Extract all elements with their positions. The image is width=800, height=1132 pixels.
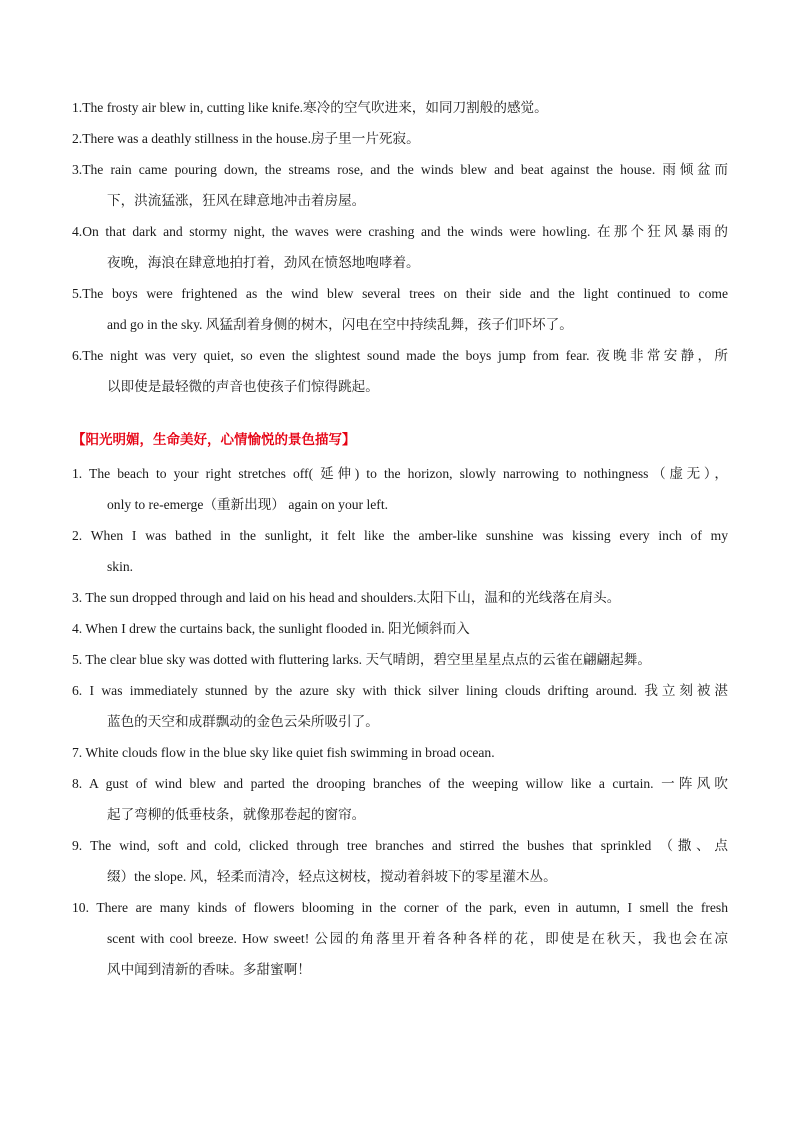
sentence-continuation-line: 缀）the slope. 风，轻柔而清冷，轻点这树枝，搅动着斜坡下的零星灌木丛。 [107,869,557,884]
sentence-item [72,830,728,892]
sentence-line: 4.On that dark and stormy night, the waves were crashing and the winds were howling. 在那个狂风暴雨的 [72,224,728,239]
sentence-line: 10. There are many kinds of flowers blooming in the corner of the park, even in autumn, I smell the fresh [72,900,728,915]
section-weather-sentences [72,92,728,402]
sentence-line: 5.The boys were frightened as the wind blew several trees on their side and the light continued to come [72,286,728,301]
sentence-item [72,644,728,675]
sentence-line: 2.There was a deathly stillness in the house.房子里一片死寂。 [72,131,420,146]
sentence-line: 8. A gust of wind blew and parted the drooping branches of the weeping willow like a curtain. 一阵风吹 [72,776,728,791]
sentence-continuation-line: 起了弯柳的低垂枝条，就像那卷起的窗帘。 [107,807,366,822]
sentence-continuation-line: skin. [107,559,134,574]
sentence-item [72,278,728,340]
sentence-line: 4. When I drew the curtains back, the sunlight flooded in. 阳光倾斜而入 [72,621,470,636]
sentence-item [72,216,728,278]
sentence-continuation-line: 夜晚，海浪在肆意地拍打着，劲风在愤怒地咆哮着。 [107,255,420,270]
sentence-line: 2. When I was bathed in the sunlight, it felt like the amber-like sunshine was kissing every inch of my [72,528,728,543]
sentence-item [72,613,728,644]
sentence-item [72,675,728,737]
sentence-line: 3.The rain came pouring down, the streams rose, and the winds blew and beat against the house. 雨倾盆而 [72,162,728,177]
sentence-line: 5. The clear blue sky was dotted with fluttering larks. 天气晴朗，碧空里星星点点的云雀在翩翩起舞。 [72,652,651,667]
sentence-continuation-line: and go in the sky. 风猛刮着身侧的树木，闪电在空中持续乱舞，孩子们吓坏了。 [107,317,573,332]
sentence-item [72,892,728,985]
sentence-item [72,92,728,123]
sentence-line: 1.The frosty air blew in, cutting like knife.寒冷的空气吹进来，如同刀割般的感觉。 [72,100,548,115]
sentence-continuation-line: only to re-emerge（重新出现） again on your left. [107,497,388,512]
sentence-line: 9. The wind, soft and cold, clicked through tree branches and stirred the bushes that sprinkled （撒、点 [72,838,728,853]
sentence-line: 6. I was immediately stunned by the azure sky with thick silver lining clouds drifting around. 我立刻被湛 [72,683,728,698]
sentence-line: 6.The night was very quiet, so even the slightest sound made the boys jump from fear. 夜晚非常安静，所 [72,348,728,363]
sentence-line: 3. The sun dropped through and laid on his head and shoulders.太阳下山，温和的光线落在肩头。 [72,590,621,605]
sentence-item [72,737,728,768]
sentence-line: 7. White clouds flow in the blue sky like quiet fish swimming in broad ocean. [72,745,495,760]
sentence-continuation-line: 风中闻到清新的香味。多甜蜜啊！ [107,962,311,977]
sentence-continuation-line: 蓝色的天空和成群飘动的金色云朵所吸引了。 [107,714,379,729]
sentence-continuation-line: 下，洪流猛涨，狂风在肆意地冲击着房屋。 [107,193,366,208]
sentence-item [72,154,728,216]
sentence-line: 1. The beach to your right stretches off( 延伸) to the horizon, slowly narrowing to nothingness（虚无）， [72,466,728,481]
sentence-item [72,340,728,402]
sentence-item [72,768,728,830]
section-sunny-scenery-sentences [72,458,728,985]
sentence-item [72,458,728,520]
sentence-continuation-line: scent with cool breeze. How sweet! 公园的角落里开着各种各样的花，即使是在秋天，我也会在凉 [107,931,728,946]
sentence-continuation-line: 以即使是最轻微的声音也使孩子们惊得跳起。 [107,379,379,394]
section-heading: 【阳光明媚，生命美好，心情愉悦的景色描写】 [72,432,356,448]
sentence-item [72,520,728,582]
sentence-item [72,123,728,154]
sentence-item [72,582,728,613]
